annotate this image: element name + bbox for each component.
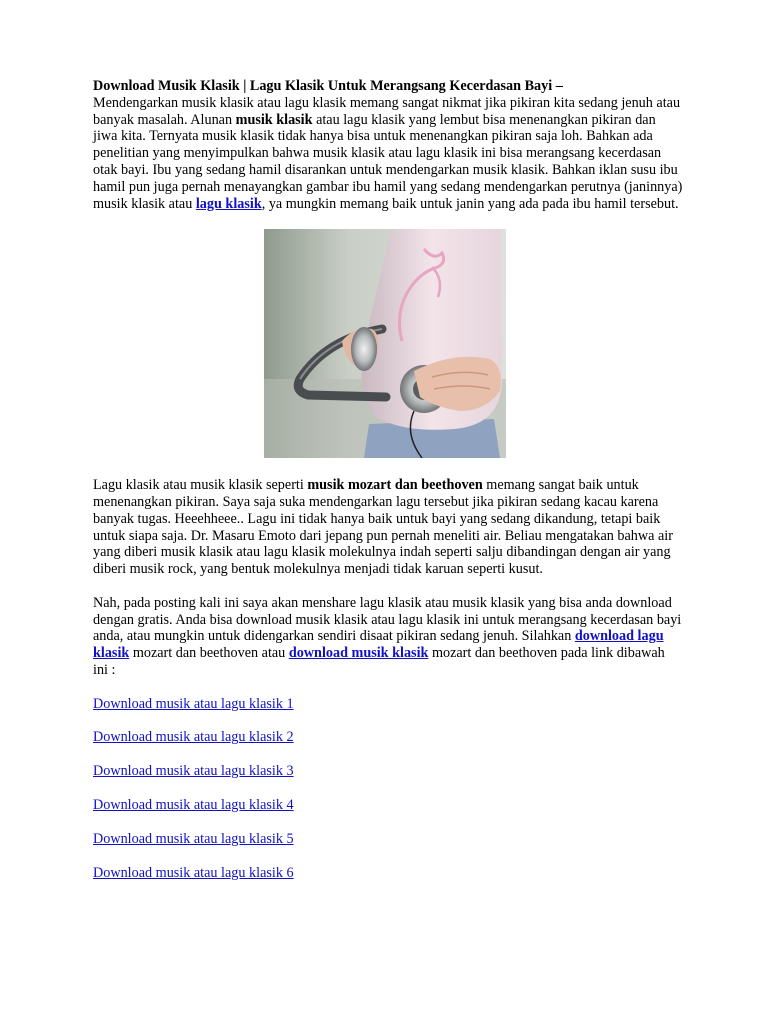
list-item [93, 797, 683, 814]
intro-text-1: Mendengarkan musik klasik atau lagu klasik memang sangat nikmat jika pikiran kita sedang jenuh atau banyak masalah. Alunan [93, 94, 681, 128]
download-musik-klasik-link[interactable]: download musik klasik [288, 645, 429, 662]
mozart-beethoven-paragraph [93, 477, 683, 578]
intro-paragraph [93, 78, 683, 212]
pregnant-woman-headphones-photo [264, 229, 506, 458]
download-lagu-klasik-link[interactable]: download lagu klasik [93, 628, 664, 662]
list-item [93, 696, 683, 713]
para3-text-1: Nah, pada posting kali ini saya akan menshare lagu klasik atau musik klasik yang bisa anda download dengan gratis. Anda bisa download musik klasik atau lagu klasik ini untuk merangsang kecerdasan bayi anda, atau mungkin untuk didengarkan sendiri disaat pikiran sedang jenuh. Silahkan [93, 594, 682, 645]
lagu-klasik-link[interactable]: lagu klasik [195, 195, 262, 212]
download-link-4[interactable]: Download musik atau lagu klasik 4 [93, 796, 294, 813]
list-item [93, 865, 683, 882]
list-item [93, 831, 683, 848]
download-link-5[interactable]: Download musik atau lagu klasik 5 [93, 830, 294, 847]
download-links-list [93, 696, 683, 882]
para2-text-2: memang sangat baik untuk menenangkan pikiran. Saya saja suka mendengarkan lagu tersebut jika pikiran sedang kacau karena banyak tugas. Heeehheee.. Lagu ini tidak hanya baik untuk bayi yang sedang dikandung, tetapi baik untuk siapa saja. Dr. Masaru Emoto dari jepang pun pernah meneliti air. Beliau mengatakan bahwa air yang diberi musik klasik atau lagu klasik molekulnya indah seperti salju dibandingan dengan air yang diberi musik rock, yang bentuk molekulnya menjadi tidak karuan seperti kusut. [93, 477, 673, 578]
list-item [93, 729, 683, 746]
download-link-3[interactable]: Download musik atau lagu klasik 3 [93, 763, 294, 780]
download-intro-paragraph [93, 595, 683, 679]
para3-text-3: mozart dan beethoven pada link dibawah ini : [93, 645, 665, 678]
download-link-6[interactable]: Download musik atau lagu klasik 6 [93, 864, 294, 881]
intro-text-2: atau lagu klasik yang lembut bisa menenangkan pikiran dan jiwa kita. Ternyata musik klasik tidak hanya bisa untuk menenangkan pikiran saja loh. Bahkan ada penelitian yang menyimpulkan bahwa musik klasik atau lagu klasik ini bisa merangsang kecerdasan otak bayi. Ibu yang sedang hamil disarankan untuk mendengarkan musik klasik. Bahkan iklan susu ibu hamil pun juga pernah menayangkan gambar ibu hamil yang sedang mendengarkan perutnya (janinnya) musik klasik atau [93, 111, 683, 212]
intro-text-3: , ya mungkin memang baik untuk janin yang ada pada ibu hamil tersebut. [261, 195, 679, 212]
document-page [93, 78, 683, 898]
download-link-2[interactable]: Download musik atau lagu klasik 2 [93, 729, 294, 746]
list-item [93, 763, 683, 780]
intro-bold-1: musik klasik [235, 111, 313, 128]
para3-text-2: mozart dan beethoven atau [129, 645, 289, 662]
para2-bold-1: musik mozart dan beethoven [307, 477, 483, 494]
para2-text-1: Lagu klasik atau musik klasik seperti [93, 477, 308, 494]
article-heading: Download Musik Klasik | Lagu Klasik Untuk Merangsang Kecerdasan Bayi – [93, 78, 563, 94]
download-link-1[interactable]: Download musik atau lagu klasik 1 [93, 695, 294, 712]
photo-container [93, 229, 683, 459]
